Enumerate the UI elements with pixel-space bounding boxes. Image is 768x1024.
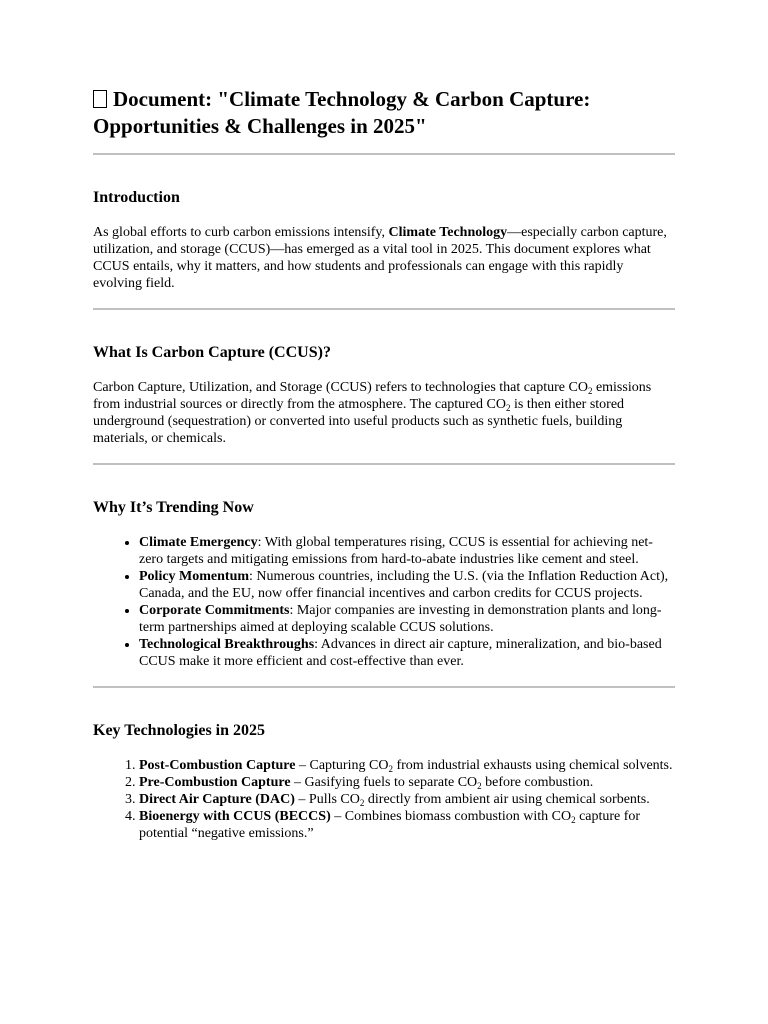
section-heading-key-technologies: Key Technologies in 2025 bbox=[93, 722, 266, 739]
list-item bbox=[139, 808, 675, 842]
list-item bbox=[139, 636, 675, 670]
list-item-term: Direct Air Capture (DAC) bbox=[139, 792, 295, 807]
list-item-term: Corporate Commitments bbox=[139, 603, 290, 618]
document-title-line1: Document: "Climate Technology & Carbon Capture: bbox=[113, 87, 591, 111]
co2-subscript: 2 bbox=[477, 781, 482, 791]
list-item-text: : Numerous countries, including the U.S. (via the Inflation Reduction Act), Canada, and the EU, now offer financial incentives and carbon credits for CCUS projects. bbox=[139, 569, 669, 601]
list-item-term: Technological Breakthroughs bbox=[139, 637, 315, 652]
what-text-part2: emissions from industrial sources or directly from the atmosphere. The captured CO bbox=[93, 380, 652, 412]
intro-text-start: As global efforts to curb carbon emissions intensify, bbox=[93, 225, 389, 240]
co2-subscript: 2 bbox=[571, 815, 576, 825]
what-text-part1: Carbon Capture, Utilization, and Storage (CCUS) refers to technologies that capture CO bbox=[93, 380, 588, 395]
intro-bold-term: Climate Technology bbox=[388, 225, 508, 240]
document-title-line2: Opportunities & Challenges in 2025" bbox=[93, 114, 427, 138]
list-item-text: directly from ambient air using chemical sorbents. bbox=[364, 792, 650, 807]
co2-subscript: 2 bbox=[587, 386, 593, 396]
document-content bbox=[93, 86, 675, 842]
list-item-text: – Capturing CO bbox=[295, 758, 389, 773]
list-item-text: – Gasifying fuels to separate CO bbox=[290, 775, 478, 790]
document-title bbox=[93, 86, 675, 140]
list-item-text: – Combines biomass combustion with CO bbox=[330, 809, 572, 824]
what-text-part3: is then either stored underground (sequestration) or converted into useful products such as synthetic fuels, building materials, or chemicals. bbox=[93, 397, 625, 446]
section-heading-what-is-ccus: What Is Carbon Capture (CCUS)? bbox=[93, 344, 331, 361]
list-item bbox=[139, 534, 675, 568]
list-item-text: – Pulls CO bbox=[294, 792, 360, 807]
trending-bullet-list bbox=[93, 534, 675, 670]
list-item bbox=[139, 602, 675, 636]
document-icon bbox=[93, 90, 107, 108]
section-heading-introduction: Introduction bbox=[93, 189, 180, 206]
intro-text-end: —especially carbon capture, utilization, and storage (CCUS)—has emerged as a vital tool in 2025. This document explores what CCUS entails, why it matters, and how students and professionals can engage with this rapidly evolving field. bbox=[93, 225, 667, 291]
list-item bbox=[139, 568, 675, 602]
list-item-text: from industrial exhausts using chemical solvents. bbox=[392, 758, 673, 773]
list-item-text: before combustion. bbox=[481, 775, 594, 790]
list-item-text: : With global temperatures rising, CCUS is essential for achieving net-zero targets and mitigating emissions from hard-to-abate industries like cement and steel. bbox=[139, 535, 653, 567]
list-item-text: : Major companies are investing in demonstration plants and long-term partnerships aimed at deploying scalable CCUS solutions. bbox=[139, 603, 662, 635]
what-is-ccus-paragraph bbox=[93, 379, 675, 447]
list-item-term: Post-Combustion Capture bbox=[139, 758, 296, 773]
co2-subscript: 2 bbox=[506, 403, 511, 413]
list-item-term: Policy Momentum bbox=[139, 569, 250, 584]
co2-subscript: 2 bbox=[359, 798, 365, 808]
list-item-text: capture for potential “negative emissions.” bbox=[139, 809, 641, 841]
list-item-term: Climate Emergency bbox=[139, 535, 258, 550]
list-item-text: : Advances in direct air capture, mineralization, and bio-based CCUS make it more efficient and cost-effective than ever. bbox=[139, 637, 662, 669]
list-item-term: Pre-Combustion Capture bbox=[139, 775, 291, 790]
introduction-paragraph bbox=[93, 224, 675, 292]
list-item bbox=[139, 791, 675, 808]
co2-subscript: 2 bbox=[388, 764, 393, 774]
section-heading-why-trending: Why It’s Trending Now bbox=[93, 499, 254, 516]
list-item-term: Bioenergy with CCUS (BECCS) bbox=[139, 809, 331, 824]
list-item bbox=[139, 757, 675, 774]
list-item bbox=[139, 774, 675, 791]
key-technologies-list bbox=[93, 757, 675, 842]
